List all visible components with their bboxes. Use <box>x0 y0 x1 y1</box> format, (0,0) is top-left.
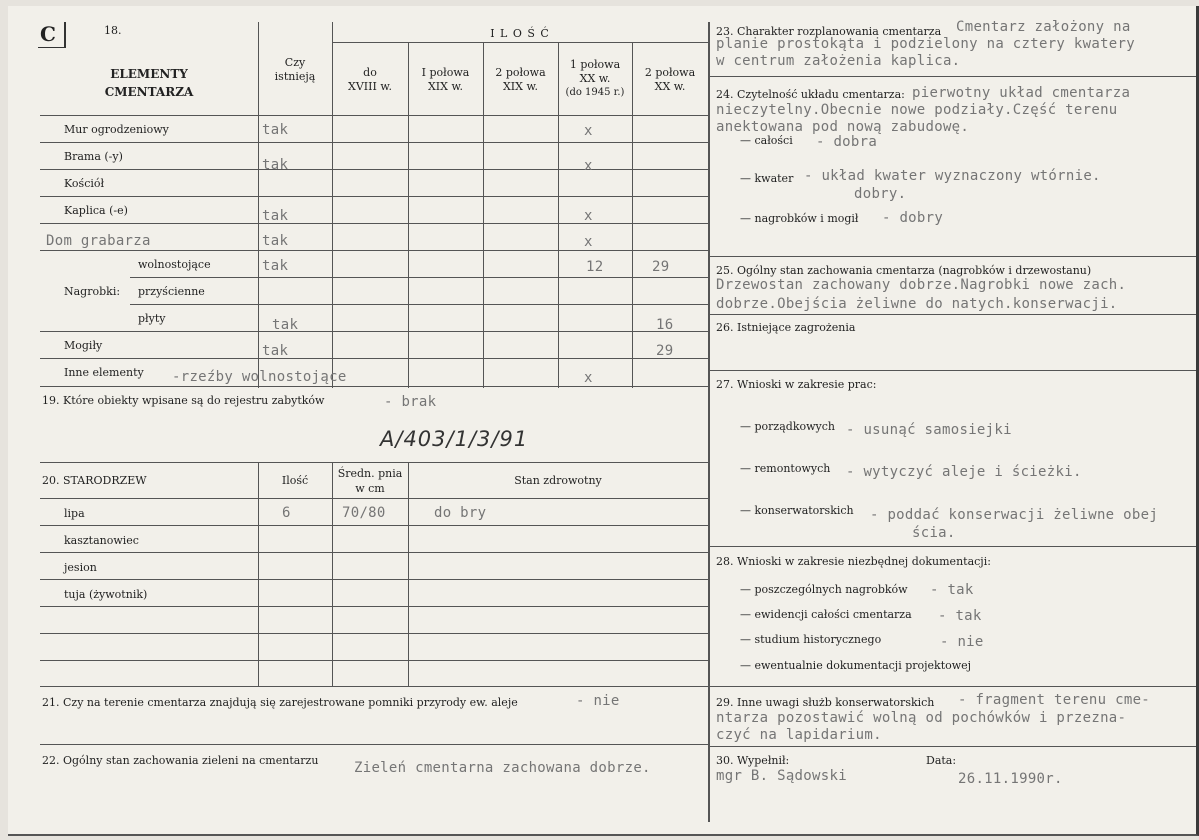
section-line <box>708 370 1196 371</box>
row-line <box>40 250 708 251</box>
exists-value: tak <box>262 208 289 224</box>
row-line <box>130 277 708 278</box>
row-line <box>40 142 708 143</box>
row-label-typed: Dom grabarza <box>46 233 151 249</box>
period-header: XX w. <box>579 72 611 85</box>
row-line <box>40 606 708 607</box>
q27-label: 27. Wnioski w zakresie prac: <box>716 378 877 391</box>
period-header: 1 połowa <box>569 58 621 71</box>
row-line <box>40 223 708 224</box>
q29-label: 29. Inne uwagi służb konserwatorskich <box>716 696 935 709</box>
center-divider <box>708 22 710 822</box>
q29-answer: ntarza pozostawić wolną od pochówków i przezna- <box>716 710 1127 726</box>
period-value: x <box>584 208 593 224</box>
period-header: XIX w. <box>427 80 464 93</box>
row-line <box>40 169 708 170</box>
q26-label: 26. Istniejące zagrożenia <box>716 321 856 334</box>
q23-label: 23. Charakter rozplanowania cmentarza <box>716 25 942 38</box>
q28-item-label: — studium historycznego <box>740 633 882 646</box>
q28-label: 28. Wnioski w zakresie niezbędnej dokumentacji: <box>716 555 991 568</box>
row-line <box>40 358 708 359</box>
exists-header-2: istnieją <box>274 70 316 83</box>
nagrobki-label: Nagrobki: <box>64 285 121 298</box>
q24-nagrobkow-answer: - dobry <box>882 210 944 226</box>
q24-kwater-answer: dobry. <box>854 186 907 202</box>
q27-kons-label: — konserwatorskich <box>740 504 854 517</box>
period-value: x <box>584 234 593 250</box>
row-line <box>40 660 708 661</box>
col-line <box>408 462 409 686</box>
q24-answer: pierwotny układ cmentarza <box>912 85 1131 101</box>
period-value: 12 <box>586 259 604 275</box>
period-header: (do 1945 r.) <box>565 87 625 98</box>
date-value: 26.11.1990r. <box>958 771 1063 787</box>
row-label: Inne elementy <box>64 366 144 379</box>
q24-nagrobkow-label: — nagrobków i mogił <box>740 212 859 225</box>
col-line <box>258 462 259 686</box>
q22-label: 22. Ogólny stan zachowania zieleni na cmentarzu <box>42 754 319 767</box>
section-line <box>708 746 1196 747</box>
exists-value: -rzeźby wolnostojące <box>172 369 347 385</box>
exists-header-1: Czy <box>284 56 306 69</box>
q23-answer: w centrum założenia kaplica. <box>716 53 961 69</box>
period-header: XIX w. <box>502 80 539 93</box>
exists-value: tak <box>262 258 289 274</box>
period-value: 29 <box>656 343 674 359</box>
date-label: Data: <box>926 754 957 767</box>
exists-value: tak <box>262 122 289 138</box>
row-label: Mogiły <box>64 339 103 352</box>
header-bottom-line <box>40 115 708 116</box>
q27-porz-answer: - usunąć samosiejki <box>846 422 1012 438</box>
q19-answer: - brak <box>384 394 437 410</box>
period-header: 2 połowa <box>644 66 696 79</box>
section-line <box>40 462 708 463</box>
q24-calosci-answer: - dobra <box>816 134 878 150</box>
q28-item-answer: - tak <box>938 608 982 624</box>
period-header: I połowa <box>421 66 470 79</box>
col-line <box>408 42 409 388</box>
period-value: x <box>584 123 593 139</box>
row-label: Mur ogrodzeniowy <box>64 123 169 136</box>
q19-handwritten-number: A/403/1/3/91 <box>380 427 529 451</box>
row-label: Kościół <box>64 177 105 190</box>
period-value: 16 <box>656 317 674 333</box>
row-label: przyścienne <box>138 285 205 298</box>
exists-value: tak <box>262 233 289 249</box>
q30-name: mgr B. Sądowski <box>716 768 847 784</box>
count-header: Ilość <box>281 474 309 487</box>
tree-name: tuja (żywotnik) <box>64 588 148 601</box>
period-header: 2 połowa <box>495 66 546 79</box>
tree-name: jesion <box>64 561 97 574</box>
q25-answer: Drzewostan zachowany dobrze.Nagrobki nowe zach. <box>716 277 1127 293</box>
q30-label: 30. Wypełnił: <box>716 754 790 767</box>
q28-item-answer: - tak <box>930 582 974 598</box>
tree-count: 6 <box>282 505 291 521</box>
q24-kwater-label: — kwater <box>740 172 794 185</box>
health-header: Stan zdrowotny <box>514 474 602 487</box>
letter-box-right <box>64 22 66 48</box>
tree-name: lipa <box>64 507 85 520</box>
q25-label: 25. Ogólny stan zachowania cmentarza (nagrobków i drzewostanu) <box>716 264 1092 277</box>
q24-label: 24. Czytelność układu cmentarza: <box>716 88 905 101</box>
tree-health: do bry <box>434 505 487 521</box>
row-line <box>40 633 708 634</box>
exists-value: tak <box>272 317 299 333</box>
letter-box-bottom <box>38 47 66 48</box>
ilosc-header: I L O Ś Ć <box>490 27 550 40</box>
row-line <box>40 525 708 526</box>
q24-answer: nieczytelny.Obecnie nowe podziały.Część terenu <box>716 102 1118 118</box>
exists-value: tak <box>262 157 289 173</box>
q28-item-label: — ewentualnie dokumentacji projektowej <box>740 659 972 672</box>
q27-rem-label: — remontowych <box>740 462 831 475</box>
section-line <box>40 386 708 387</box>
section-line <box>708 256 1196 257</box>
q28-item-label: — ewidencji całości cmentarza <box>740 608 912 621</box>
starodrzew-title: 20. STARODRZEW <box>42 474 147 487</box>
q21-answer: - nie <box>576 693 620 709</box>
card-letter: C <box>40 22 56 46</box>
row-label: Kaplica (-e) <box>64 204 128 217</box>
period-value: 29 <box>652 259 670 275</box>
q29-answer: czyć na lapidarium. <box>716 727 882 743</box>
row-line <box>130 304 708 305</box>
q24-calosci-label: — całości <box>740 134 793 147</box>
q21-label: 21. Czy na terenie cmentarza znajdują się zarejestrowane pomniki przyrody ew. aleje <box>42 696 518 709</box>
exists-value: tak <box>262 343 289 359</box>
row-label: płyty <box>138 312 166 325</box>
period-header: XVIII w. <box>348 80 392 93</box>
ilosc-underline <box>332 42 708 43</box>
row-line <box>40 579 708 580</box>
q24-kwater-answer: - układ kwater wyznaczony wtórnie. <box>804 168 1101 184</box>
diameter-header: Średn. pnia <box>337 467 403 480</box>
section-line <box>708 314 1196 315</box>
elements-title-2: CMENTARZA <box>104 85 194 99</box>
q27-kons-answer: - poddać konserwacji żeliwne obej <box>870 507 1159 523</box>
section-line <box>708 546 1196 547</box>
row-label: Brama (-y) <box>64 150 123 163</box>
q25-answer: dobrze.Obejścia żeliwne do natych.konserwacji. <box>716 296 1118 312</box>
diameter-header: w cm <box>355 482 385 495</box>
period-header: do <box>363 66 377 79</box>
q24-answer: anektowana pod nową zabudowę. <box>716 119 970 135</box>
q27-kons-answer: ścia. <box>912 525 956 541</box>
q23-answer: Cmentarz założony na <box>956 19 1131 35</box>
period-value: x <box>584 370 593 386</box>
q23-answer: planie prostokąta i podzielony na cztery kwatery <box>716 36 1135 52</box>
q28-item-answer: - nie <box>940 634 984 650</box>
q19-label: 19. Które obiekty wpisane są do rejestru zabytków <box>42 394 325 407</box>
period-value: x <box>584 158 593 174</box>
col-line <box>632 42 633 388</box>
row-line <box>40 498 708 499</box>
row-line <box>40 331 708 332</box>
q27-rem-answer: - wytyczyć aleje i ścieżki. <box>846 464 1082 480</box>
q28-item-label: — poszczególnych nagrobków <box>740 583 908 596</box>
row-line <box>40 196 708 197</box>
tree-diameter: 70/80 <box>342 505 386 521</box>
section-line <box>708 686 1196 687</box>
tree-name: kasztanowiec <box>64 534 139 547</box>
section-line <box>708 76 1196 77</box>
q22-answer: Zieleń cmentarna zachowana dobrze. <box>354 760 651 776</box>
col-line <box>483 42 484 388</box>
section-18-number: 18. <box>104 24 122 37</box>
row-label: wolnostojące <box>138 258 211 271</box>
section-line <box>40 744 708 745</box>
elements-title-1: ELEMENTY <box>110 67 188 81</box>
row-line <box>40 552 708 553</box>
col-line <box>332 462 333 686</box>
period-header: XX w. <box>654 80 686 93</box>
section-line <box>40 686 708 687</box>
q29-answer: - fragment terenu cme- <box>958 692 1151 708</box>
q27-porz-label: — porządkowych <box>740 420 835 433</box>
